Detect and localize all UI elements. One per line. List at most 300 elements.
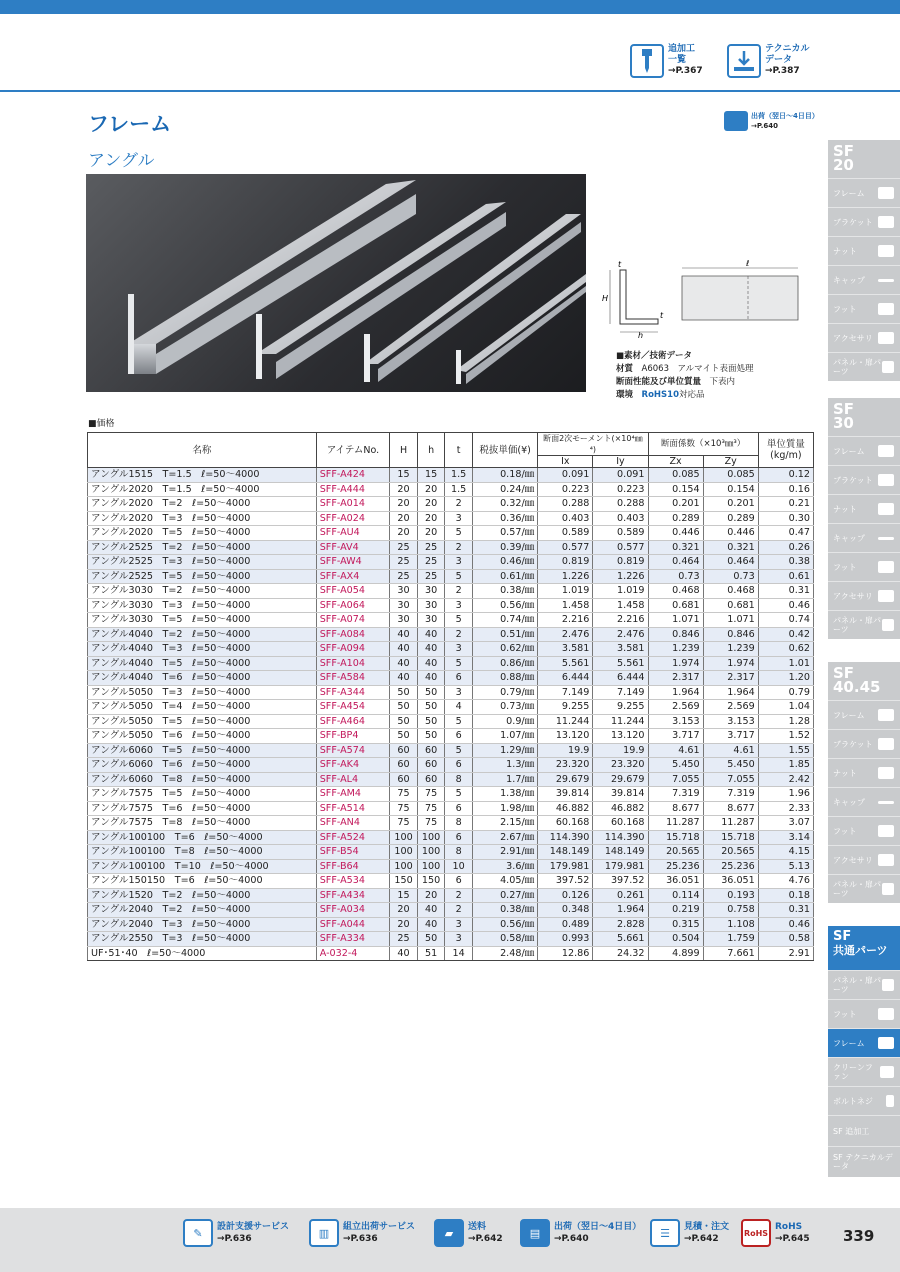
cell-Ix: 1.458: [538, 598, 593, 613]
cell-price: 2.48/㎜: [472, 946, 537, 961]
cell-Zx: 0.289: [648, 511, 703, 526]
nut-icon: [878, 767, 894, 779]
header-ref-technical[interactable]: [727, 44, 809, 78]
cell-h: 40: [417, 627, 445, 642]
cell-Iy: 2.828: [593, 917, 648, 932]
cell-item-no: SFF-A524: [316, 830, 390, 845]
cell-Zx: 3.153: [648, 714, 703, 729]
cell-name: アングル5050 T=5 ℓ=50〜4000: [88, 714, 317, 729]
foot-icon: [878, 1008, 894, 1020]
cell-item-no: SFF-A054: [316, 584, 390, 599]
cell-Zx: 3.717: [648, 729, 703, 744]
cell-Zy: 2.317: [703, 671, 758, 686]
col-t: t: [445, 433, 473, 468]
cell-H: 25: [390, 540, 418, 555]
footer-ref-assembly[interactable]: [309, 1219, 415, 1247]
col-name: 名称: [88, 433, 317, 468]
cell-item-no: SFF-A534: [316, 874, 390, 889]
cell-h: 60: [417, 772, 445, 787]
cell-name: アングル4040 T=3 ℓ=50〜4000: [88, 642, 317, 657]
table-row: [88, 482, 814, 497]
sidebar-item-foot[interactable]: [828, 552, 900, 581]
sidebar-item-cap[interactable]: [828, 523, 900, 552]
sidebar-item-machining[interactable]: [828, 1115, 900, 1146]
cell-Zy: 3.153: [703, 714, 758, 729]
cell-price: 0.88/㎜: [472, 671, 537, 686]
cell-Iy: 3.581: [593, 642, 648, 657]
cell-h: 50: [417, 685, 445, 700]
item-label: フット: [833, 304, 857, 314]
shipping-label: 出荷（翌日〜4日目）: [751, 112, 819, 120]
cell-item-no: SFF-A584: [316, 671, 390, 686]
cell-h: 25: [417, 569, 445, 584]
item-label: キャップ: [833, 275, 865, 285]
cell-item-no: SFF-AK4: [316, 758, 390, 773]
foot-icon: [878, 825, 894, 837]
table-row: [88, 700, 814, 715]
item-label: フレーム: [833, 446, 865, 456]
cap-icon: [878, 279, 894, 282]
table-row: [88, 903, 814, 918]
cell-item-no: SFF-A084: [316, 627, 390, 642]
cell-name: アングル4040 T=2 ℓ=50〜4000: [88, 627, 317, 642]
cell-price: 4.05/㎜: [472, 874, 537, 889]
cell-Iy: 11.244: [593, 714, 648, 729]
table-row: [88, 584, 814, 599]
table-row: [88, 932, 814, 947]
dim-h: h: [638, 331, 644, 338]
cell-t: 6: [445, 729, 473, 744]
cell-t: 5: [445, 613, 473, 628]
sidebar-item-frame[interactable]: [828, 178, 900, 207]
cell-name: アングル2020 T=3 ℓ=50〜4000: [88, 511, 317, 526]
cell-H: 75: [390, 787, 418, 802]
sidebar-item-frame-active[interactable]: [828, 1028, 900, 1057]
item-label: ブラケット: [833, 475, 873, 485]
material-label: 材質: [616, 364, 634, 374]
nut-icon: [878, 245, 894, 257]
sidebar-item-bracket[interactable]: [828, 729, 900, 758]
cell-Iy: 148.149: [593, 845, 648, 860]
table-row: [88, 598, 814, 613]
cell-Zx: 1.974: [648, 656, 703, 671]
cell-price: 0.57/㎜: [472, 526, 537, 541]
footer-ref-page: →P.642: [468, 1234, 503, 1244]
cell-price: 0.38/㎜: [472, 903, 537, 918]
cell-Zy: 0.73: [703, 569, 758, 584]
item-label: キャップ: [833, 797, 865, 807]
cell-mass: 1.52: [758, 729, 813, 744]
cell-Ix: 2.476: [538, 627, 593, 642]
cell-Zy: 7.055: [703, 772, 758, 787]
cell-Ix: 5.561: [538, 656, 593, 671]
cell-H: 25: [390, 932, 418, 947]
cell-t: 3: [445, 932, 473, 947]
item-label: ナット: [833, 504, 857, 514]
cell-Ix: 29.679: [538, 772, 593, 787]
cell-item-no: SFF-A074: [316, 613, 390, 628]
cell-Iy: 179.981: [593, 859, 648, 874]
table-row: [88, 859, 814, 874]
material-value: A6063 アルマイト表面処理: [641, 364, 754, 374]
cell-name: アングル5050 T=6 ℓ=50〜4000: [88, 729, 317, 744]
cell-H: 40: [390, 656, 418, 671]
technical-data-icon: [727, 44, 761, 78]
header-ref-machining[interactable]: [630, 44, 703, 78]
cell-name: UF･51･40 ℓ=50〜4000: [88, 946, 317, 961]
cell-price: 3.6/㎜: [472, 859, 537, 874]
bracket-icon: [878, 474, 894, 486]
cell-h: 40: [417, 903, 445, 918]
cell-mass: 0.46: [758, 917, 813, 932]
sidebar-item-accessory[interactable]: [828, 323, 900, 352]
item-label: ナット: [833, 246, 857, 256]
cell-h: 150: [417, 874, 445, 889]
cell-Zy: 7.661: [703, 946, 758, 961]
perf-label: 断面性能及び単位質量: [616, 377, 702, 387]
item-label: フット: [833, 562, 857, 572]
cell-H: 100: [390, 845, 418, 860]
sidebar-item-technical[interactable]: [828, 1146, 900, 1177]
cell-H: 100: [390, 859, 418, 874]
cell-item-no: SFF-AX4: [316, 569, 390, 584]
cell-t: 10: [445, 859, 473, 874]
cell-mass: 1.20: [758, 671, 813, 686]
cell-price: 0.62/㎜: [472, 642, 537, 657]
sidebar-item-fan[interactable]: [828, 1057, 900, 1086]
cell-H: 30: [390, 598, 418, 613]
cell-Zy: 2.569: [703, 700, 758, 715]
cell-Iy: 1.458: [593, 598, 648, 613]
ref-label: データ: [765, 55, 793, 65]
cell-h: 20: [417, 511, 445, 526]
item-label: ボルトネジ: [833, 1096, 873, 1106]
cell-H: 40: [390, 627, 418, 642]
shipping-icon: [724, 111, 748, 131]
table-row: [88, 830, 814, 845]
env-value: 対応品: [678, 390, 705, 400]
sidebar-item-foot[interactable]: [828, 816, 900, 845]
cell-t: 4: [445, 700, 473, 715]
cell-t: 8: [445, 772, 473, 787]
panel-icon: [882, 979, 894, 991]
shipping-ref[interactable]: [724, 111, 819, 131]
footer-ref-page: →P.640: [554, 1234, 589, 1244]
col-modulus: 断面係数（×10³㎜³）: [648, 433, 758, 456]
sidebar-item-bolt[interactable]: [828, 1086, 900, 1115]
sidebar-item-nut[interactable]: [828, 758, 900, 787]
cell-mass: 0.31: [758, 584, 813, 599]
sidebar-item-bracket[interactable]: [828, 465, 900, 494]
cell-price: 0.61/㎜: [472, 569, 537, 584]
sidebar-group-common[interactable]: [828, 926, 900, 1177]
frame-icon: [878, 1037, 894, 1049]
dim-H: H: [602, 294, 609, 303]
cell-name: アングル3030 T=3 ℓ=50〜4000: [88, 598, 317, 613]
cell-price: 0.58/㎜: [472, 932, 537, 947]
cell-Iy: 46.882: [593, 801, 648, 816]
cell-Iy: 0.403: [593, 511, 648, 526]
cell-Zx: 1.964: [648, 685, 703, 700]
table-row: [88, 816, 814, 831]
cap-icon: [878, 801, 894, 804]
footer-ref-page: →P.636: [343, 1234, 378, 1244]
footer-ref-rohs[interactable]: [741, 1219, 810, 1247]
group-code: SF: [833, 400, 855, 418]
ref-page: →P.387: [765, 66, 800, 76]
col-mass-label: 単位質量: [766, 439, 805, 450]
cell-price: 0.27/㎜: [472, 888, 537, 903]
cell-t: 6: [445, 801, 473, 816]
cell-item-no: SFF-A454: [316, 700, 390, 715]
cell-item-no: SFF-A094: [316, 642, 390, 657]
footer-ref-shipping-cost[interactable]: [434, 1219, 503, 1247]
cell-Iy: 19.9: [593, 743, 648, 758]
sidebar-item-panel[interactable]: [828, 610, 900, 639]
cell-Ix: 179.981: [538, 859, 593, 874]
cell-name: アングル100100 T=10 ℓ=50〜4000: [88, 859, 317, 874]
cell-name: アングル1515 T=1.5 ℓ=50〜4000: [88, 468, 317, 483]
page-number: 339: [843, 1227, 875, 1245]
cell-t: 5: [445, 656, 473, 671]
item-label: SF 追加工: [833, 1126, 870, 1136]
cell-Zx: 0.315: [648, 917, 703, 932]
cell-price: 0.86/㎜: [472, 656, 537, 671]
sidebar-item-frame[interactable]: [828, 700, 900, 729]
cell-Ix: 0.589: [538, 526, 593, 541]
cell-item-no: SFF-A064: [316, 598, 390, 613]
cell-Zx: 0.085: [648, 468, 703, 483]
cell-t: 5: [445, 714, 473, 729]
cell-Ix: 0.091: [538, 468, 593, 483]
table-row: [88, 714, 814, 729]
sidebar-item-panel[interactable]: [828, 874, 900, 903]
cell-mass: 3.07: [758, 816, 813, 831]
perf-value: 下表内: [709, 377, 736, 387]
col-Ix: Ix: [538, 456, 593, 468]
cell-Ix: 0.126: [538, 888, 593, 903]
cell-item-no: SFF-AV4: [316, 540, 390, 555]
sidebar-item-frame[interactable]: [828, 436, 900, 465]
cell-H: 20: [390, 482, 418, 497]
cell-item-no: SFF-A444: [316, 482, 390, 497]
env-label: 環境: [616, 390, 634, 400]
sidebar-item-cap[interactable]: [828, 265, 900, 294]
ref-label: テクニカル: [765, 44, 810, 54]
table-row: [88, 888, 814, 903]
table-row: [88, 526, 814, 541]
cell-H: 40: [390, 946, 418, 961]
cell-mass: 0.61: [758, 569, 813, 584]
sidebar-item-foot[interactable]: [828, 999, 900, 1028]
price-section-label: ■価格: [88, 419, 115, 429]
cell-mass: 3.14: [758, 830, 813, 845]
cell-mass: 0.31: [758, 903, 813, 918]
table-row: [88, 801, 814, 816]
footer-ref-quote[interactable]: [650, 1219, 729, 1247]
cell-Ix: 39.814: [538, 787, 593, 802]
cell-name: アングル2525 T=2 ℓ=50〜4000: [88, 540, 317, 555]
cell-H: 150: [390, 874, 418, 889]
table-row: [88, 917, 814, 932]
item-label: アクセサリ: [833, 591, 873, 601]
sidebar-item-nut[interactable]: [828, 494, 900, 523]
cell-price: 0.51/㎜: [472, 627, 537, 642]
cell-Zy: 3.717: [703, 729, 758, 744]
accessory-icon: [878, 332, 894, 344]
sidebar-group-sf30[interactable]: [828, 398, 900, 639]
cell-name: アングル7575 T=5 ℓ=50〜4000: [88, 787, 317, 802]
panel-icon: [882, 883, 894, 895]
material-info: [616, 350, 753, 402]
cell-t: 2: [445, 903, 473, 918]
cell-Zy: 0.446: [703, 526, 758, 541]
bracket-icon: [878, 216, 894, 228]
sidebar-group-sf4045[interactable]: [828, 662, 900, 903]
item-label: クリーンファン: [833, 1063, 873, 1081]
sidebar-item-cap[interactable]: [828, 787, 900, 816]
cell-Ix: 114.390: [538, 830, 593, 845]
cell-price: 1.7/㎜: [472, 772, 537, 787]
cell-Zx: 4.61: [648, 743, 703, 758]
item-label: キャップ: [833, 533, 865, 543]
cell-Zy: 0.758: [703, 903, 758, 918]
cell-h: 50: [417, 932, 445, 947]
cell-Zy: 1.108: [703, 917, 758, 932]
panel-icon: [882, 361, 894, 373]
sidebar-item-panel[interactable]: [828, 352, 900, 381]
cell-t: 8: [445, 816, 473, 831]
cell-item-no: SFF-A104: [316, 656, 390, 671]
item-label: パネル・扉パーツ: [833, 880, 881, 898]
cell-t: 1.5: [445, 468, 473, 483]
sidebar-item-nut[interactable]: [828, 236, 900, 265]
cell-price: 0.9/㎜: [472, 714, 537, 729]
cell-mass: 5.13: [758, 859, 813, 874]
cell-h: 15: [417, 468, 445, 483]
cell-t: 1.5: [445, 482, 473, 497]
table-row: [88, 772, 814, 787]
cell-Iy: 39.814: [593, 787, 648, 802]
cell-H: 50: [390, 685, 418, 700]
cell-mass: 0.26: [758, 540, 813, 555]
footer-ref-label: 送料: [468, 1222, 487, 1232]
table-row: [88, 569, 814, 584]
table-row: [88, 845, 814, 860]
cell-Iy: 5.661: [593, 932, 648, 947]
cell-price: 0.36/㎜: [472, 511, 537, 526]
shipping-icon: ▤: [520, 1219, 550, 1247]
table-row: [88, 729, 814, 744]
cell-item-no: SFF-A424: [316, 468, 390, 483]
sidebar-group-sf20[interactable]: [828, 140, 900, 381]
cell-h: 25: [417, 540, 445, 555]
cell-mass: 2.91: [758, 946, 813, 961]
col-price: 税抜単価(¥): [472, 433, 537, 468]
cell-Zx: 0.681: [648, 598, 703, 613]
cell-Zx: 1.071: [648, 613, 703, 628]
cell-price: 0.46/㎜: [472, 555, 537, 570]
sidebar-item-accessory[interactable]: [828, 845, 900, 874]
sidebar-item-foot[interactable]: [828, 294, 900, 323]
sidebar-item-bracket[interactable]: [828, 207, 900, 236]
cell-H: 20: [390, 526, 418, 541]
cell-H: 30: [390, 584, 418, 599]
design-support-icon: ✎: [183, 1219, 213, 1247]
cell-Zy: 4.61: [703, 743, 758, 758]
group-code: SF: [833, 142, 855, 160]
cell-mass: 1.01: [758, 656, 813, 671]
cell-h: 100: [417, 859, 445, 874]
cell-Iy: 2.476: [593, 627, 648, 642]
cell-t: 2: [445, 627, 473, 642]
col-mass-unit: (kg/m): [770, 450, 802, 461]
footer-ref-shipping[interactable]: [520, 1219, 641, 1247]
cell-price: 1.38/㎜: [472, 787, 537, 802]
cell-t: 14: [445, 946, 473, 961]
top-color-bar: [0, 0, 900, 14]
cell-h: 40: [417, 671, 445, 686]
cell-price: 0.56/㎜: [472, 917, 537, 932]
footer-ref-label: 設計支援サービス: [217, 1222, 290, 1232]
cell-Zx: 0.154: [648, 482, 703, 497]
cell-price: 0.56/㎜: [472, 598, 537, 613]
footer-ref-design[interactable]: [183, 1219, 289, 1247]
page-subtitle: アングル: [88, 151, 155, 171]
table-row: [88, 671, 814, 686]
footer-ref-label: 組立出荷サービス: [343, 1222, 416, 1232]
cell-mass: 0.21: [758, 497, 813, 512]
sidebar-item-accessory[interactable]: [828, 581, 900, 610]
cell-item-no: SFF-B64: [316, 859, 390, 874]
cell-Ix: 0.348: [538, 903, 593, 918]
cell-Ix: 1.019: [538, 584, 593, 599]
frame-icon: [878, 709, 894, 721]
cell-Zy: 0.193: [703, 888, 758, 903]
cell-Iy: 397.52: [593, 874, 648, 889]
cell-name: アングル1520 T=2 ℓ=50〜4000: [88, 888, 317, 903]
cell-t: 3: [445, 598, 473, 613]
cell-Ix: 11.244: [538, 714, 593, 729]
header-rule: [0, 90, 900, 92]
cell-Iy: 0.819: [593, 555, 648, 570]
cell-Iy: 2.216: [593, 613, 648, 628]
cell-item-no: SFF-AL4: [316, 772, 390, 787]
cell-Zx: 0.219: [648, 903, 703, 918]
nut-icon: [878, 503, 894, 515]
cell-H: 25: [390, 555, 418, 570]
cell-Zy: 25.236: [703, 859, 758, 874]
cell-H: 50: [390, 714, 418, 729]
sidebar-item-panel[interactable]: [828, 970, 900, 999]
cell-h: 25: [417, 555, 445, 570]
bracket-icon: [878, 738, 894, 750]
cell-Ix: 23.320: [538, 758, 593, 773]
cell-Zy: 20.565: [703, 845, 758, 860]
cell-Zy: 15.718: [703, 830, 758, 845]
cell-Zy: 1.759: [703, 932, 758, 947]
cell-name: アングル3030 T=5 ℓ=50〜4000: [88, 613, 317, 628]
cell-Zy: 0.201: [703, 497, 758, 512]
material-heading: ■素材／技術データ: [616, 351, 693, 361]
cell-price: 0.79/㎜: [472, 685, 537, 700]
cell-h: 30: [417, 613, 445, 628]
cell-t: 2: [445, 540, 473, 555]
item-label: ナット: [833, 768, 857, 778]
cell-t: 5: [445, 787, 473, 802]
cell-price: 0.18/㎜: [472, 468, 537, 483]
cell-h: 50: [417, 729, 445, 744]
